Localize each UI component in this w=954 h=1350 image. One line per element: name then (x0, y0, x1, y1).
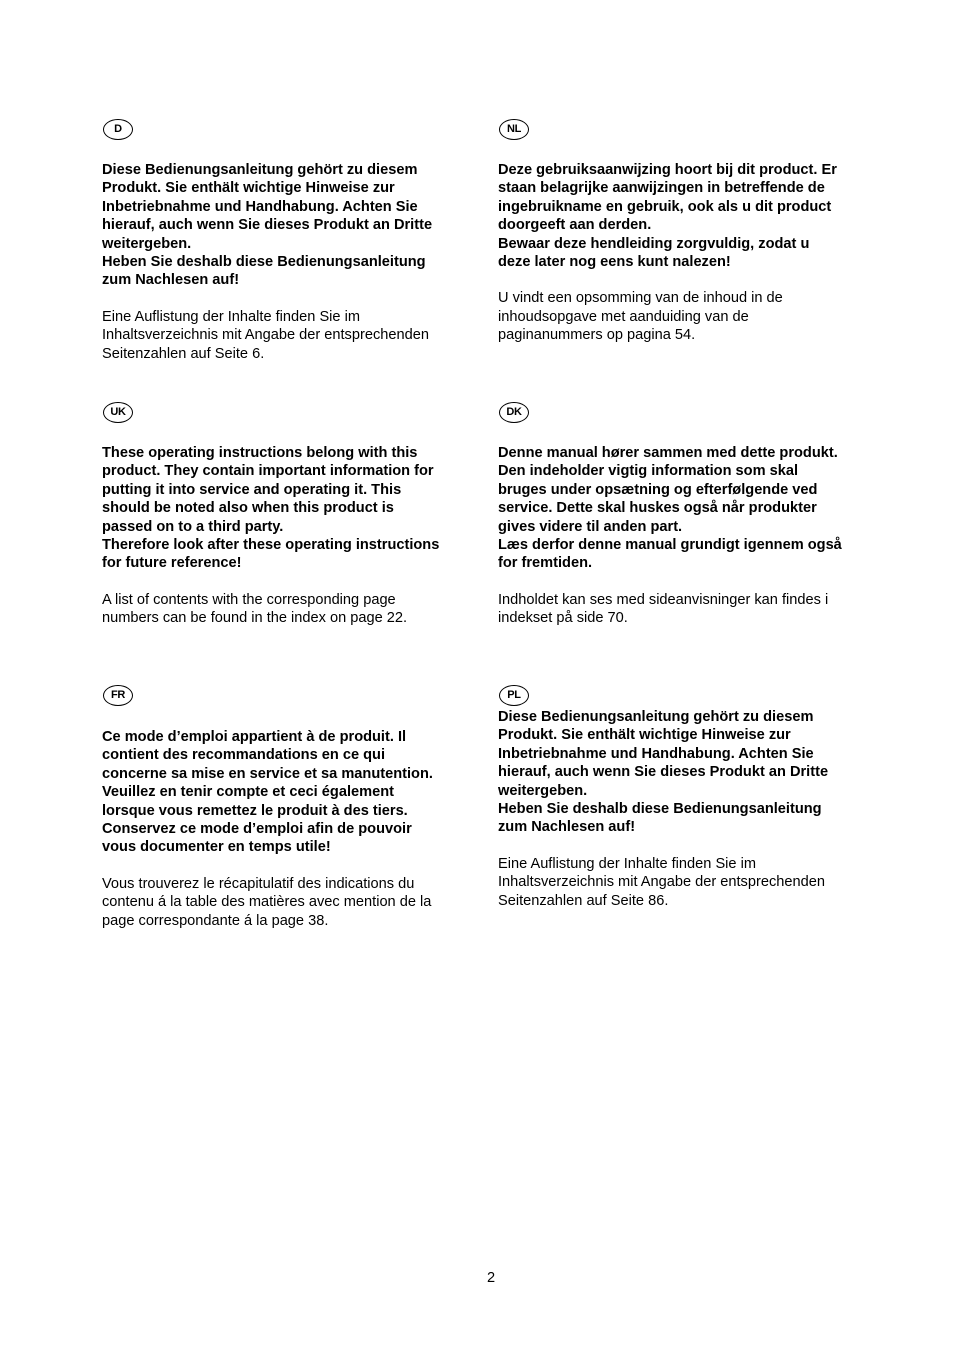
notice-text-nl: Deze gebruiksaanwijzing hoort bij dit product. Er staan belagrijke aanwijzingen in betreffende de ingebruikname en gebruik, ook als u dit product doorgeeft aan derden. Bewaar deze hendleiding zorgvuldig, zodat u deze later nog eens kunt nalezen! (498, 162, 837, 271)
section-pl (498, 685, 878, 910)
section-fr (102, 685, 482, 930)
section-uk (102, 402, 482, 628)
contents-reference-uk: A list of contents with the corresponding page numbers can be found in the index on page 22. (102, 591, 408, 627)
section-d (102, 119, 482, 363)
language-badge-nl: NL (499, 119, 529, 140)
section-dk (498, 402, 878, 628)
contents-reference-dk: Indholdet kan ses med sideanvisninger kan findes i indekset på side 70. (498, 591, 829, 627)
language-badge-dk: DK (499, 402, 529, 423)
contents-reference-pl: Eine Auflistung der Inhalte finden Sie im Inhaltsverzeichnis mit Angabe der entsprechenden Seitenzahlen auf Seite 86. (498, 855, 825, 909)
contents-reference-fr: Vous trouverez le récapitulatif des indications du contenu á la table des matières avec mention de la page correspondante á la page 38. (102, 875, 432, 929)
notice-text-dk: Denne manual hører sammen med dette produkt. Den indeholder vigtig information som skal bruges under opsætning og efterfølgende ved service. Dette skal huskes også når produkter gives videre til anden part. Læs derfor denne manual grundigt igennem også for fremtiden. (498, 445, 842, 572)
language-badge-fr: FR (103, 685, 133, 706)
contents-reference-d: Eine Auflistung der Inhalte finden Sie im Inhaltsverzeichnis mit Angabe der entsprechenden Seitenzahlen auf Seite 6. (102, 308, 429, 362)
section-nl (498, 119, 878, 345)
language-badge-pl: PL (499, 685, 529, 706)
language-badge-d: D (103, 119, 133, 140)
notice-text-pl: Diese Bedienungsanleitung gehört zu diesem Produkt. Sie enthält wichtige Hinweise zur Inbetriebnahme und Handhabung. Achten Sie hierauf, auch wenn Sie dieses Produkt an Dritte weitergeben. Heben Sie deshalb diese Bedienungsanleitung zum Nachlesen auf! (498, 709, 829, 836)
notice-text-uk: These operating instructions belong with this product. They contain important information for putting it into service and operating it. This should be noted also when this product is passed on to a third party. Therefore look after these operating instructions for future reference! (102, 445, 440, 572)
notice-text-fr: Ce mode d’emploi appartient à de produit. Il contient des recommandations en ce qui concerne sa mise en service et sa manutention. Veuillez en tenir compte et ceci également lorsque vous remettez le produit à des tiers. Conservez ce mode d’emploi afin de pouvoir vous documenter en temps utile! (102, 729, 433, 856)
notice-text-d: Diese Bedienungsanleitung gehört zu diesem Produkt. Sie enthält wichtige Hinweise zur Inbetriebnahme und Handhabung. Achten Sie hierauf, auch wenn Sie dieses Produkt an Dritte weitergeben. Heben Sie deshalb diese Bedienungsanleitung zum Nachlesen auf! (102, 162, 433, 289)
page-number: 2 (486, 1270, 496, 1286)
language-badge-uk: UK (103, 402, 133, 423)
contents-reference-nl: U vindt een opsomming van de inhoud in de inhoudsopgave met aanduiding van de paginanummers op pagina 54. (498, 290, 783, 344)
